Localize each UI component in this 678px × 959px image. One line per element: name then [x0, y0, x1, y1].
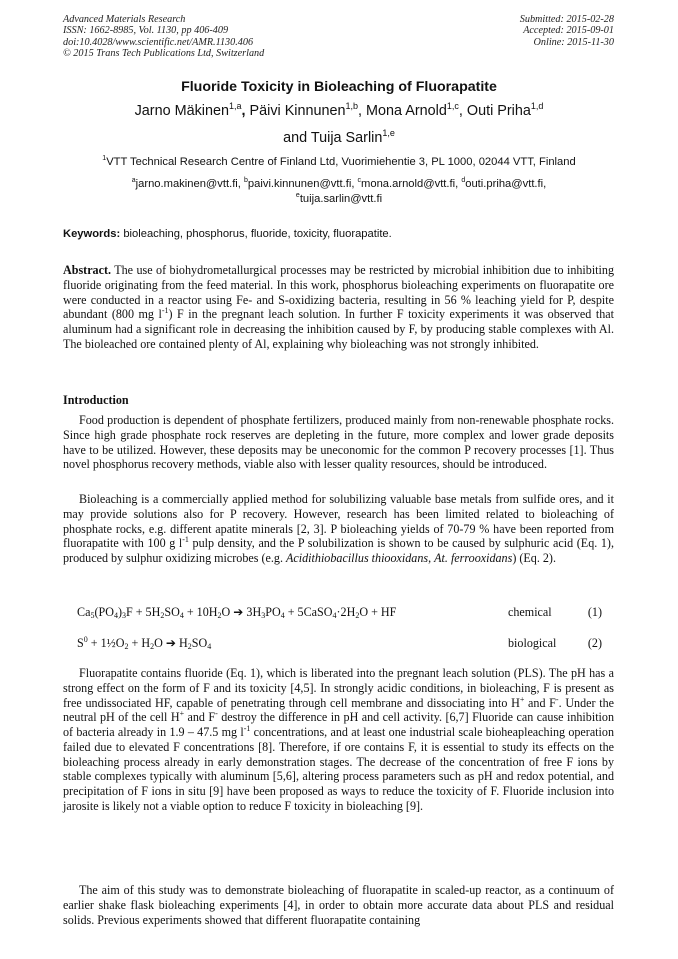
- email[interactable]: tuija.sarlin@vtt.fi: [299, 193, 383, 205]
- keywords: [63, 228, 392, 240]
- abstract-text: The use of biohydrometallurgical processes may be restricted by microbial inhibition due to inhibiting fluoride originating from the feed material. In this work, phosphorus bioleaching experiments on fluorapatite ore were conducted in a reactor using Fe- and S-oxidizing bacteria, resulting in 56 % leaching yield for P, despite abundant (800 mg l: [63, 263, 614, 322]
- abstract-sup: -1: [161, 306, 169, 316]
- affiliation-sup: 1: [102, 155, 107, 162]
- intro-paragraph-1: Food production is dependent of phosphate fertilizers, produced mainly from non-renewable phosphate rocks. Since high grade phosphate rock reserves are depleting in the future, more complex and lower grade deposits have to be utilized. However, these deposits may be uneconomic for the common P recovery processes [1]. Thus novel phosphorus recovery methods, viable also with lesser quality resources, should be introduced.: [63, 413, 614, 472]
- journal-name: Advanced Materials Research: [63, 14, 186, 25]
- para3-sup: +: [179, 709, 185, 719]
- journal-copyright: © 2015 Trans Tech Publications Ltd, Switzerland: [63, 48, 265, 60]
- para3-text: Fluorapatite contains fluoride (Eq. 1), which is liberated into the pregnant leach solution (PLS). The pH has a strong effect on the form of F and its toxicity [4,5]. In strongly acidic conditions, in bioleaching, F is present as free undissociated HF, capable of penetrating through cell membrane and dissociating into H: [63, 666, 614, 710]
- equation-2: [77, 636, 614, 651]
- author-name: Tuija Sarlin: [310, 130, 383, 146]
- journal-issn: ISSN: 1662-8985, Vol. 1130, pp 406-409: [63, 25, 229, 37]
- keywords-text: bioleaching, phosphorus, fluoride, toxicity, fluorapatite.: [123, 228, 392, 240]
- para3-text: and F: [524, 695, 556, 710]
- email-line-1: [40, 177, 638, 191]
- para2-text: Bioleaching is a commercially applied method for solubilizing valuable base metals from sulfide ores, and it may provide solutions also for P recovery. However, research has been limited related to bioleaching of phosphate rocks, e.g. different apatite minerals [2, 3]. P bioleaching yields of 70-79 % have been reported from fluorapatite with 100 g l: [63, 492, 614, 551]
- abstract-text-cont: ) F in the pregnant leach solution. In further F toxicity experiments it was observed that aluminum had a significant role in decreasing the inhibition caused by F, by producing stable complexes with Al. The bioleached ore contained plenty of Al, explaining why bioleaching was not strongly inhibited.: [63, 307, 614, 351]
- para3-sup: -1: [243, 724, 251, 733]
- abstract-label: Abstract.: [63, 263, 112, 277]
- date-accepted: Accepted: 2015-09-01: [523, 25, 614, 37]
- author-line-1: Jarno Mäkinen$^{1,a}$, Päivi Kinnunen$^{1,b}$, Mona Arnold$^{1,c}$, Outi Priha$^{1,d}$: [134, 101, 544, 119]
- author-line-2: [40, 127, 638, 149]
- email[interactable]: jarno.makinen@vtt.fi,: [135, 178, 241, 190]
- equation-1-label: chemical: [508, 605, 552, 619]
- para2-text: ,: [428, 551, 435, 565]
- intro-paragraph-2: [63, 492, 614, 566]
- email-line-2: [40, 192, 638, 206]
- email[interactable]: mona.arnold@vtt.fi,: [361, 178, 459, 190]
- species-name: At. ferrooxidans: [434, 551, 513, 565]
- author-and: and: [283, 130, 308, 146]
- journal-info: [63, 14, 264, 60]
- intro-paragraph-3: [63, 666, 614, 814]
- para3-text: and F: [184, 710, 216, 725]
- para2-text: pulp density, and the P solubilization is shown to be caused by sulphuric acid (Eq. 1), produced by sulphur oxidizing microbes (e.g.: [63, 536, 614, 565]
- equation-2-number: (2): [587, 636, 602, 650]
- equation-1-number: (1): [587, 605, 602, 619]
- publication-dates: [520, 14, 614, 48]
- para3-sup: -: [555, 694, 559, 704]
- author-sup: 1,c: [446, 101, 459, 111]
- species-name: Acidithiobacillus thiooxidans: [286, 551, 429, 565]
- email[interactable]: outi.priha@vtt.fi,: [465, 178, 547, 190]
- equation-2-label: biological: [508, 636, 557, 650]
- date-submitted: Submitted: 2015-02-28: [519, 14, 614, 25]
- date-online: Online: 2015-11-30: [533, 36, 614, 48]
- author-sup: 1,d: [530, 101, 544, 111]
- author-sup: 1,b: [345, 101, 359, 111]
- para3-sup: +: [519, 694, 525, 704]
- para3-text: . Under the neutral pH of the cell H: [63, 695, 615, 725]
- author-name: Outi Priha: [466, 103, 531, 119]
- keywords-label: Keywords:: [63, 228, 121, 240]
- equation-2-formula: $S^0$ + $1\frac{1}{2}O_2 + H_2O$ ➔ $H_2SO_4$: [77, 635, 212, 651]
- email-sup: e: [295, 192, 300, 199]
- affiliation: [40, 155, 638, 169]
- email-sup: c: [357, 177, 362, 184]
- para2-text: ) (Eq. 2).: [512, 551, 556, 565]
- email[interactable]: paivi.kinnunen@vtt.fi,: [247, 178, 355, 190]
- email-sup: a: [131, 177, 136, 184]
- equation-1: [77, 605, 614, 620]
- email-sup: d: [461, 177, 466, 184]
- author-sup: 1,a: [229, 101, 242, 111]
- author-name: Jarno Mäkinen: [134, 103, 229, 119]
- para3-text: concentrations, and at least one industrial scale bioheapleaching operation failed due to elevated F concentrations [8]. Therefore, if ore contains F, it is essential to study its effects on the bioleaching process already in early demonstration stages. The decrease of the concentration of free F ions by stable complexes typically with aluminum [5,6], altering process parameters such as pH and redox potential, and precipitation of F ions in situ [9] have been proposed as ways to reduce the toxicity of F. Fluoride inclusion into jarosite is likely not a viable option to reduce F toxicity in bioleaching [9].: [63, 725, 614, 813]
- author-name: Päivi Kinnunen: [249, 103, 346, 119]
- journal-doi: doi:10.4028/www.scientific.net/AMR.1130.406: [63, 36, 254, 48]
- equation-1-formula: $Ca_5(PO_4)_3F + 5H_2SO_4 + 10H_2O$ ➔ $3H_3PO_4$ + $5CaSO_4\cdot 2H_2O$ + HF: [77, 605, 397, 620]
- para2-sup: -1: [182, 535, 189, 545]
- abstract: [63, 263, 614, 352]
- intro-paragraph-4: The aim of this study was to demonstrate bioleaching of fluorapatite in scaled-up reactor, as a continuum of earlier shake flask bioleaching experiments [4], in order to obtain more accurate data about PLS and residual solids. Previous experiments showed that different fluorapatite containing: [63, 883, 614, 927]
- email-sup: b: [244, 177, 248, 184]
- author-name: Mona Arnold: [366, 103, 447, 119]
- para3-sup: -: [215, 709, 218, 719]
- introduction-heading: Introduction: [63, 393, 129, 407]
- author-sup: 1,e: [382, 128, 395, 138]
- para3-text: destroy the difference in pH and cell activity. [6,7] Fluoride can cause inhibition of bacteria already in 1.9 – 47.5 mg l: [63, 710, 615, 739]
- affiliation-text: VTT Technical Research Centre of Finland Ltd, Vuorimiehentie 3, PL 1000, 02044 VTT, Finland: [106, 156, 576, 168]
- paper-title: Fluoride Toxicity in Bioleaching of Fluorapatite: [181, 79, 497, 95]
